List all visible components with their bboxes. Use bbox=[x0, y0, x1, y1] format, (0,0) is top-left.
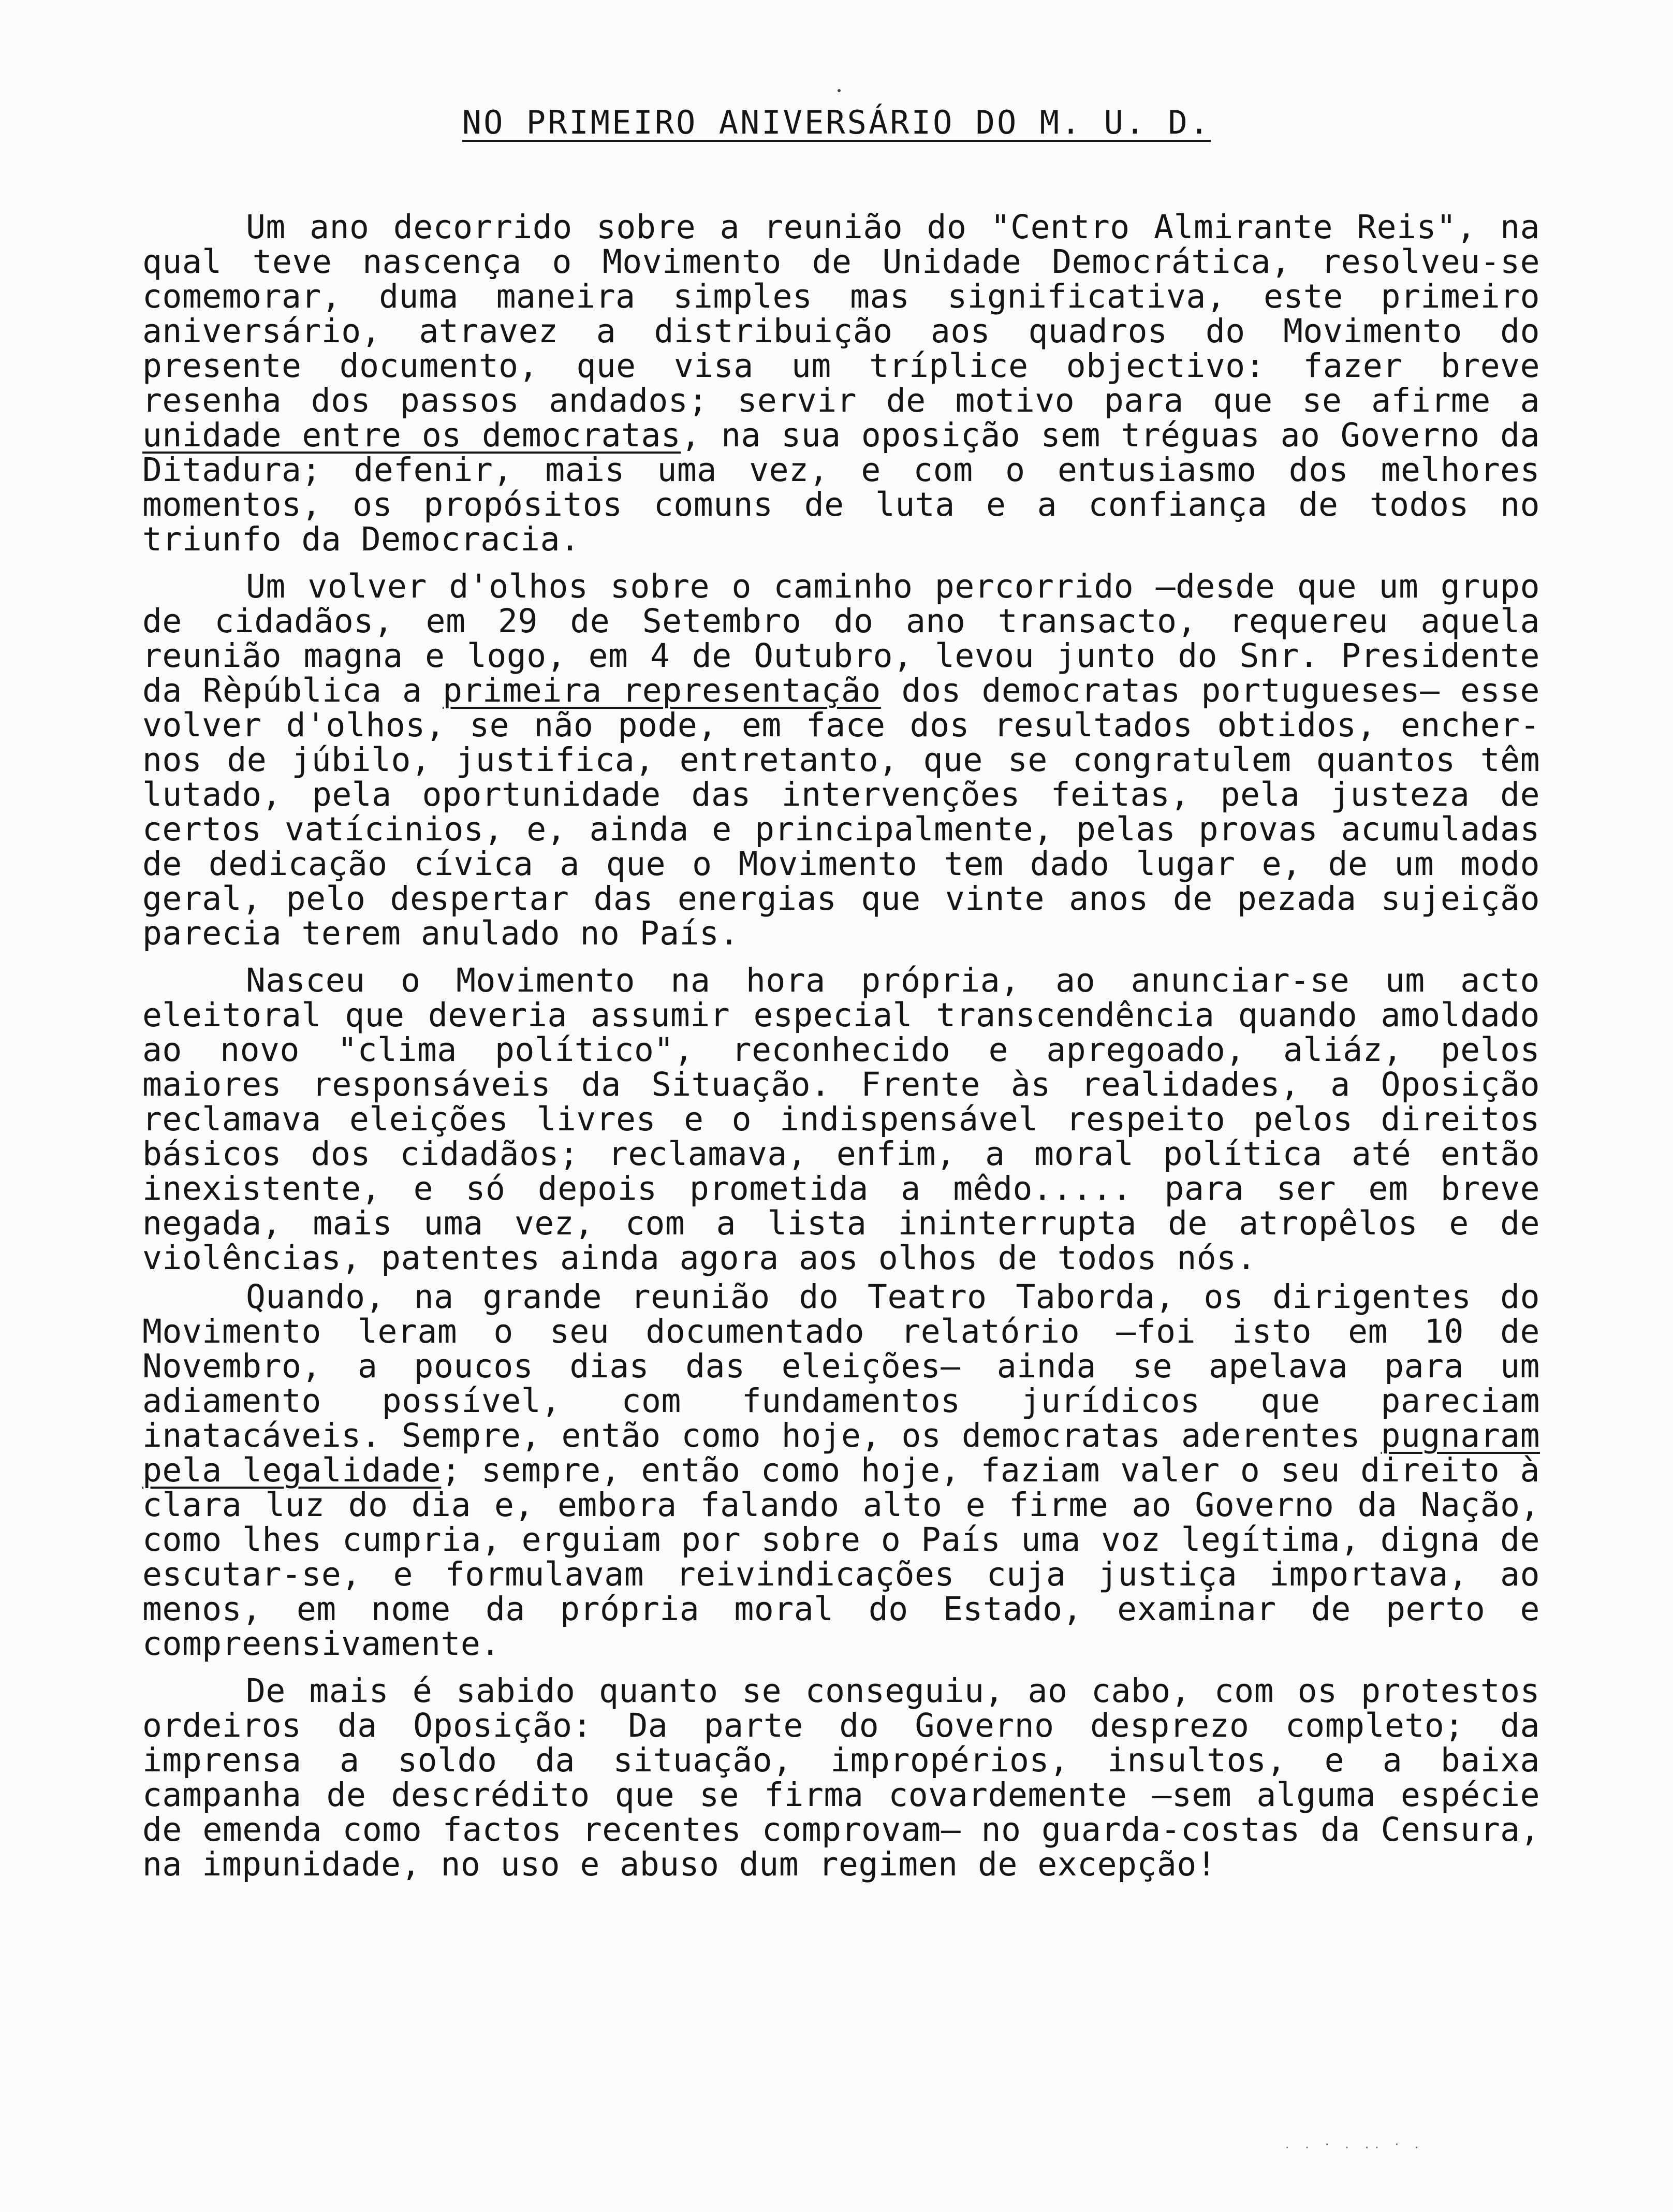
document-body bbox=[142, 210, 1540, 1894]
paragraph-text: Nasceu o Movimento na hora própria, ao anunciar-se um acto eleitoral que deveria assumir especial transcendência quando amoldado ao novo "clima político", reconhecido e apregoado, aliáz, pelos maiores responsáveis da Situação. Frente às realidades, a Oposição reclamava eleições livres e o indispensável respeito pelos direitos básicos dos cidadãos; reclamava, enfim, a moral política até então inexistente, e só depois prometida a mêdo..... para ser em breve negada, mais uma vez, com a lista ininterrupta de atropêlos e de violências, patentes ainda agora aos olhos de todos nós. bbox=[142, 962, 1540, 1277]
underlined-phrase: pugnaram pela legalidade bbox=[142, 1417, 1540, 1489]
paragraph-text: Um ano decorrido sobre a reunião do "Centro Almirante Reis", na qual teve nascença o Movimento de Unidade Democrática, resolveu-se comemorar, duma maneira simples mas significativa, este primeiro aniversário, atravez a distribuição aos quadros do Movimento do presente documento, que visa um tríplice objectivo: fazer breve resenha dos passos andados; servir de motivo para que se afirme a bbox=[142, 208, 1540, 419]
underlined-phrase: primeira representação bbox=[443, 672, 881, 709]
paragraph bbox=[142, 210, 1540, 557]
paragraph-text: dos democratas portugueses— esse volver d'olhos, se não pode, em face dos resultados obtidos, encher-nos de júbilo, justifica, entretanto, que se congratulem quantos têm lutado, pela oportunidade das intervenções feitas, pela justeza de certos vatícinios, e, ainda e principalmente, pelas provas acumuladas de dedicação cívica a que o Movimento tem dado lugar e, de um modo geral, pelo despertar das energias que vinte anos de pezada sujeição parecia terem anulado no País. bbox=[142, 672, 1540, 952]
paragraph bbox=[142, 1279, 1540, 1661]
document-title: NO PRIMEIRO ANIVERSÁRIO DO M. U. D. bbox=[462, 104, 1211, 141]
underlined-phrase: unidade entre os democratas bbox=[142, 416, 681, 454]
paragraph-text: ; sempre, então como hoje, faziam valer o seu direito à clara luz do dia e, embora falando alto e firme ao Governo da Nação, como lhes cumpria, erguiam por sobre o País uma voz legítima, digna de escutar-se, e formulavam reivindicações cuja justiça importava, ao menos, em nome da própria moral do Estado, examinar de perto e compreensivamente. bbox=[142, 1451, 1540, 1663]
paragraph-text: De mais é sabido quanto se conseguiu, ao cabo, com os protestos ordeiros da Oposição: Da parte do Governo desprezo completo; da imprensa a soldo da situação, impropérios, insultos, e a baixa campanha de descrédito que se firma covardemente —sem alguma espécie de emenda como factos recentes comprovam— no guarda-costas da Censura, na impunidade, no uso e abuso dum regimen de excepção! bbox=[142, 1672, 1540, 1883]
paragraph bbox=[142, 569, 1540, 951]
ink-specks: . . · . .. · . bbox=[1284, 2138, 1423, 2151]
paragraph-text: , na sua oposição sem tréguas ao Governo da Ditadura; defenir, mais uma vez, e com o entusiasmo dos melhores momentos, os propósitos comuns de luta e a confiança de todos no triunfo da Democracia. bbox=[142, 416, 1540, 558]
paragraph bbox=[142, 963, 1540, 1275]
paragraph-text: Um volver d'olhos sobre o caminho percorrido —desde que um grupo de cidadãos, em 29 de Setembro do ano transacto, requereu aquela reunião magna e logo, em 4 de Outubro, levou junto do Snr. Presidente da Rèpública a bbox=[142, 567, 1540, 709]
paragraph bbox=[142, 1673, 1540, 1882]
paragraph-text: Quando, na grande reunião do Teatro Taborda, os dirigentes do Movimento leram o seu documentado relatório —foi isto em 10 de Novembro, a poucos dias das eleições— ainda se apelava para um adiamento possível, com fundamentos jurídicos que pareciam inatacáveis. Sempre, então como hoje, os democratas aderentes bbox=[142, 1278, 1540, 1454]
ink-speck bbox=[838, 89, 841, 92]
